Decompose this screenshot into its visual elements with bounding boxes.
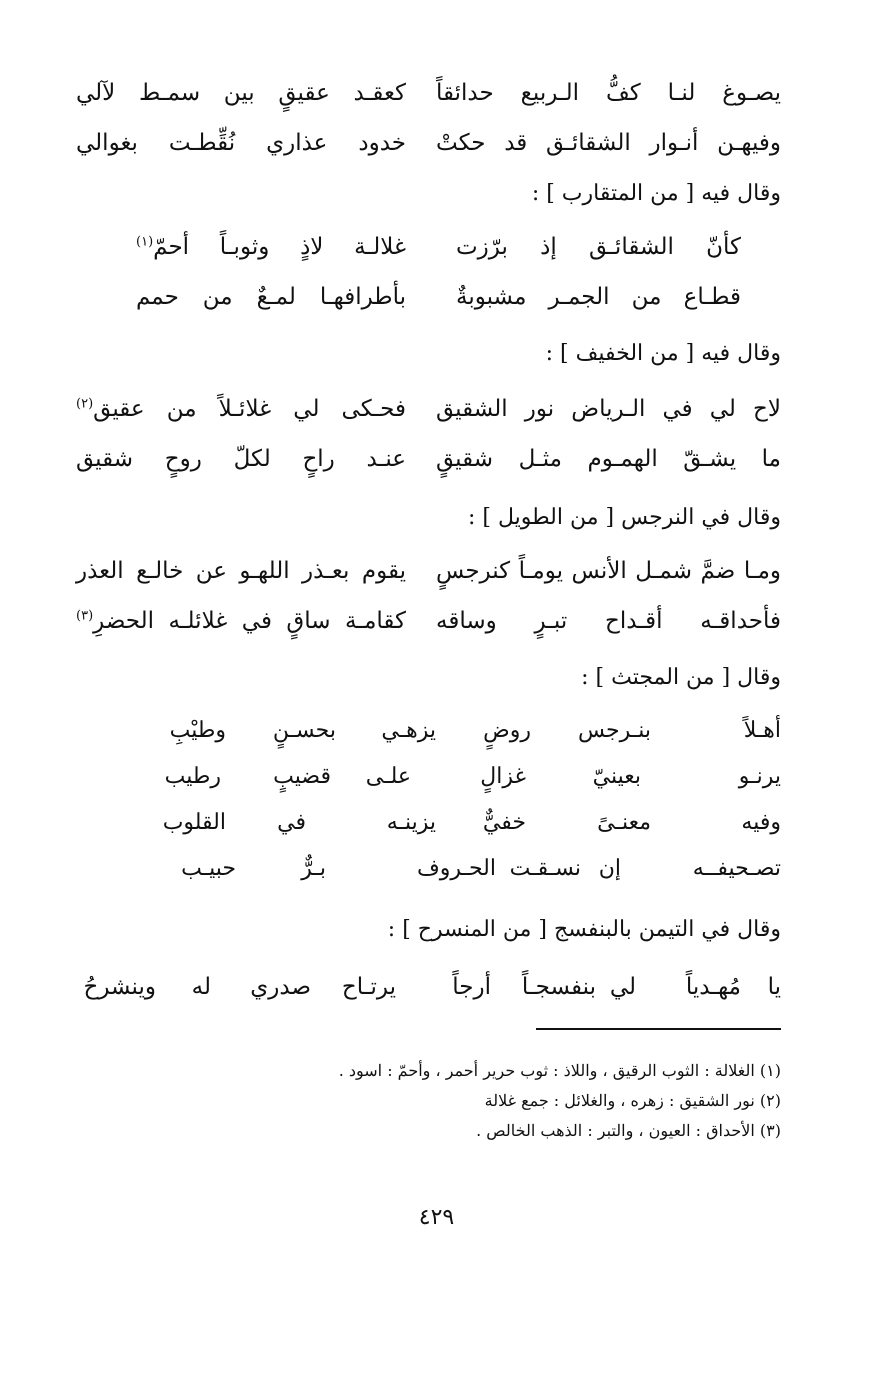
hemistich-first: كأنّ الشقائـق إذ برّزت (456, 234, 741, 260)
hemistich-second: بأطرافهـا لمـعٌ من حمم (136, 284, 406, 310)
verse-row (76, 708, 781, 754)
hemistich-second: عنـد راحٍ لكلّ روحٍ شقيق (76, 446, 406, 472)
word: أرجاً (452, 974, 491, 1000)
hemistich-first: لاح لي في الـرياض نور الشقيق (436, 396, 781, 422)
verse (76, 384, 781, 434)
footnote-separator (536, 1028, 781, 1030)
word: روضٍ (483, 718, 531, 743)
word: بعينيّ (592, 764, 641, 789)
word: بـرٌّ (301, 856, 326, 881)
word: بنـرجس (578, 718, 651, 743)
hemistich-first: فأحداقـه أقـداح تبـرٍ وساقه (436, 608, 781, 634)
hemistich-second (136, 222, 406, 272)
hemistich-first: قطـاع من الجمـر مشبوبةٌ (456, 284, 741, 310)
word: وفيه (741, 810, 781, 835)
hemistich-second: كعقـد عقيقٍ بين سمـط لآلي (76, 80, 406, 106)
footnotes (181, 1056, 781, 1146)
hemistich-first: وفيهـن أنـوار الشقائـق قد حكتْ (436, 130, 781, 156)
hemistich-first: يصـوغ لنـا كفُّ الـربيع حدائقاً (436, 80, 781, 106)
footnote: (١) الغلالة : الثوب الرقيق ، واللاذ : ثوب حرير أحمر ، وأحمّ : اسود . (338, 1061, 781, 1080)
footnote-marker: (٢) (76, 396, 94, 412)
word: له (191, 974, 211, 1000)
verse (76, 118, 781, 168)
hemistich-first: ما يشـقّ الهمـوم مثـل شقيقٍ (436, 446, 781, 472)
word: معنـىً (597, 810, 651, 835)
word: يا (767, 974, 781, 1000)
verse (76, 222, 781, 272)
verse (76, 272, 781, 322)
word: لي (609, 974, 636, 1000)
poem-block-last (76, 962, 781, 1012)
footnote: (٢) نور الشقيق : زهره ، والغلائل : جمع غلالة (484, 1091, 781, 1110)
verse (76, 596, 781, 646)
verse (76, 546, 781, 596)
hemistich-text: غلالـة لاذٍ وثوبـاً أحمّ (153, 234, 406, 260)
word: رطيب (164, 764, 221, 789)
poem-intro: وقال فيه [ من الخفيف ] : (545, 341, 781, 366)
footnote-marker: (٣) (76, 608, 94, 624)
hemistich-text: فحـكى لي غلائـلاً من عقيق (93, 396, 406, 422)
word: مُهـدياً (685, 974, 741, 1000)
footnote: (٣) الأحداق : العيون ، والتبر : الذهب الخالص . (476, 1121, 781, 1140)
word: تصـحيفــه (692, 856, 781, 881)
word: القلوب (162, 810, 226, 835)
hemistich-second (76, 596, 406, 646)
word: خفيٌّ (482, 810, 526, 835)
poem-intro: وقال [ من المجتث ] : (581, 665, 781, 690)
word: يزينـه (386, 810, 436, 835)
verse-row (76, 800, 781, 846)
poem-block (76, 222, 781, 322)
word: غزالٍ (480, 764, 526, 789)
word: الحـروف (416, 856, 496, 881)
word: قضيبٍ (273, 764, 331, 789)
word: إن (598, 856, 621, 881)
poem-block-mujtath (76, 708, 781, 892)
word: في (277, 810, 306, 835)
word: حبيـب (181, 856, 236, 881)
word: بحسـنٍ (272, 718, 336, 743)
footnote-marker: (١) (136, 234, 154, 250)
word: يرتـاح (341, 974, 396, 1000)
word: نسـقـت (509, 856, 581, 881)
word: وينشرحُ (83, 974, 156, 1000)
word: صدري (250, 974, 311, 1000)
verse-row (76, 846, 781, 892)
poem-intro: وقال في النرجس [ من الطويل ] : (468, 505, 781, 530)
word: أهـلاً (743, 718, 781, 743)
word: علـى (365, 764, 411, 789)
poem-block (76, 68, 781, 168)
word: يرنـو (738, 764, 781, 789)
poem-intro: وقال في التيمن بالبنفسج [ من المنسرح ] : (387, 917, 781, 942)
poem-intro: وقال فيه [ من المتقارب ] : (531, 181, 781, 206)
poem-block (76, 546, 781, 646)
verse-row (76, 754, 781, 800)
hemistich-second: خدود عذاري نُقِّطـت بغوالي (76, 130, 406, 156)
hemistich-second (76, 384, 406, 434)
verse (76, 68, 781, 118)
page-number: ٤٢٩ (418, 1205, 455, 1230)
verse-row (76, 962, 781, 1012)
hemistich-second: يقوم بعـذر اللهـو عن خالـع العذر (76, 558, 406, 584)
word: يزهـي (381, 718, 436, 743)
hemistich-first: ومـا ضمَّ شمـل الأنس يومـاً كنرجسٍ (436, 558, 781, 584)
verse (76, 434, 781, 484)
word: بنفسجـاً (521, 974, 596, 1000)
hemistich-text: كقامـة ساقٍ في غلائلـه الحضرِ (93, 608, 406, 634)
word: وطيْبِ (169, 718, 226, 743)
poem-block (76, 384, 781, 484)
